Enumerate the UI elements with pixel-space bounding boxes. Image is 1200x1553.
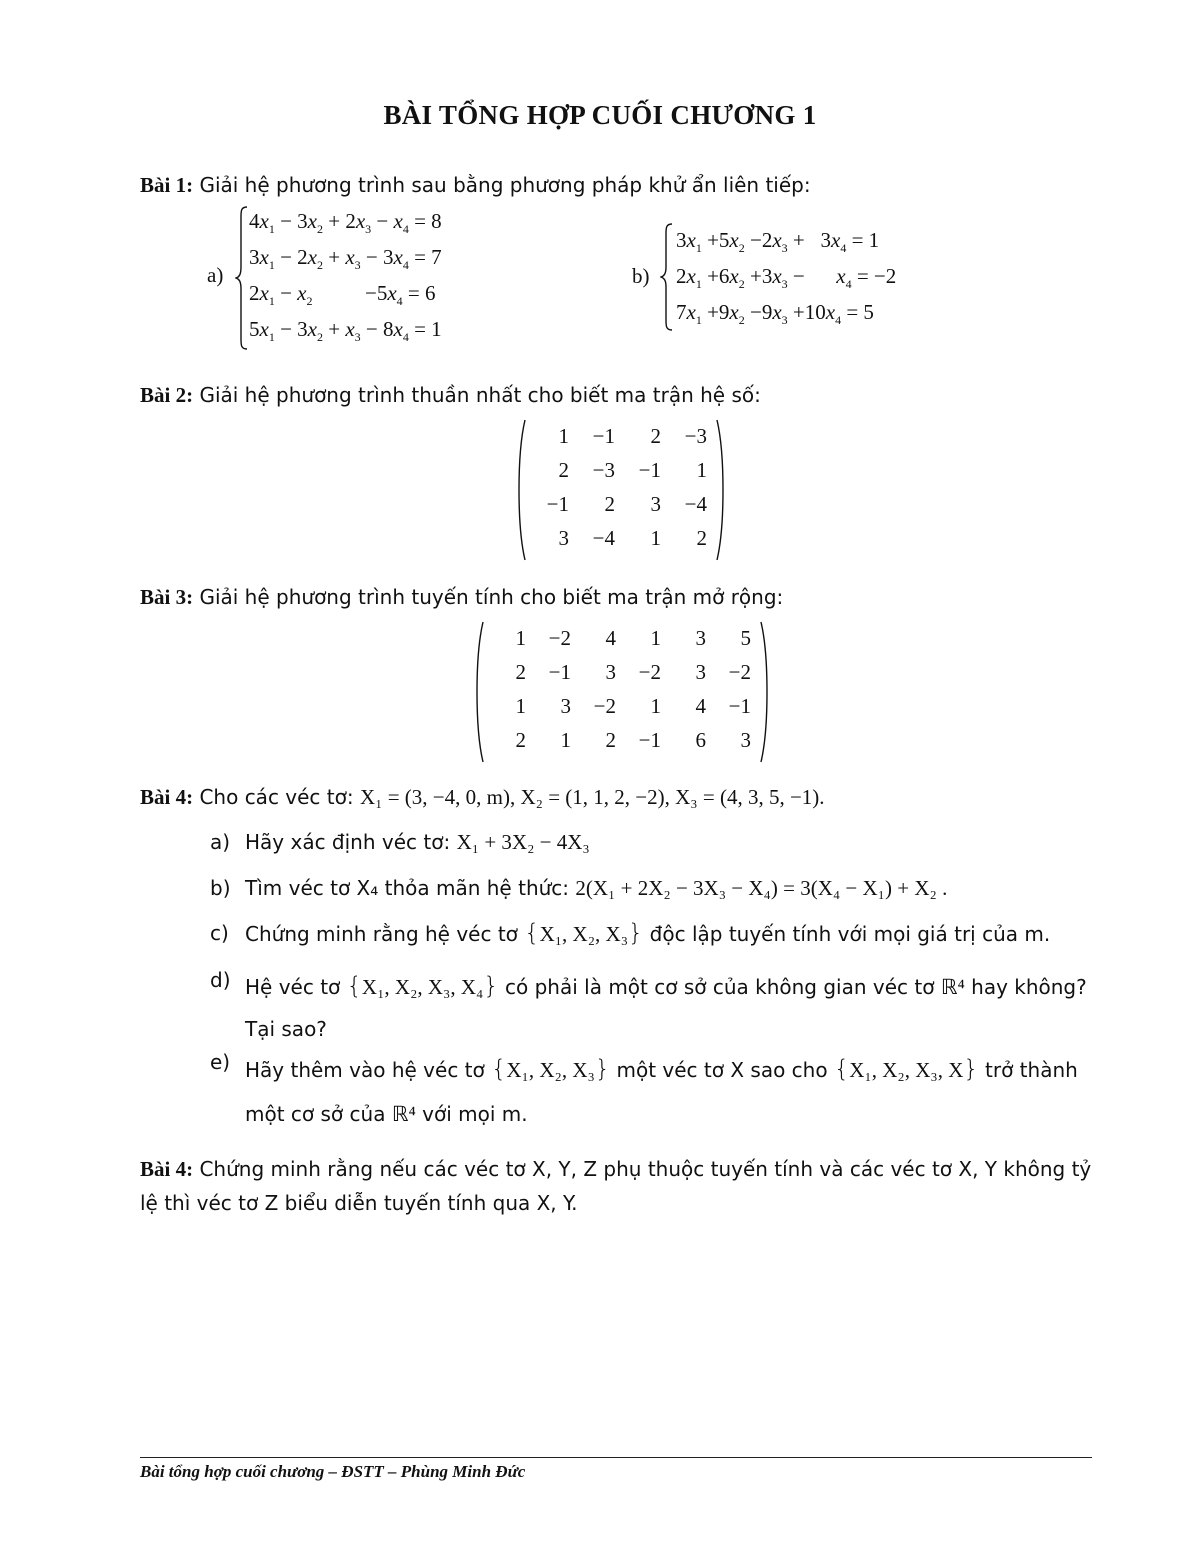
item-d-line2: Tại sao? [245,1017,327,1041]
matrix-cell: −2 [728,660,751,684]
system-b-row-1: $3x_1 +5x_2 -2x_3 + 3x_4 = 1$ [676,228,880,255]
matrix-cell: 2 [515,728,526,752]
problem-5 [140,1152,1092,1220]
matrix-cell: −2 [638,660,661,684]
matrix-cell: −2 [593,694,616,718]
system-a-row-3: $2x_1 - x_2$ $-5x_4 = 6$ [249,281,436,308]
matrix-cell: 3 [695,626,706,650]
matrix-cell: −4 [592,526,615,550]
coefficient-matrix [515,418,727,562]
matrix-cell: −4 [684,492,707,516]
item-e-text-after: trở thành [985,1058,1078,1082]
matrix-cell: 1 [558,424,569,448]
system-b-row-2: $2x_1 +6x_2 +3x_3$ − $x_4 = -2$ [676,264,897,291]
item-e-set: X₁, X₂, X₃ [506,1058,595,1082]
matrix-cell: −3 [684,424,707,448]
item-letter: b) [210,876,231,900]
page-title: BÀI TỔNG HỢP CUỐI CHƯƠNG 1 [383,100,817,130]
matrix-cell: 1 [650,694,661,718]
item-e-set2: X₁, X₂, X₃, X [849,1058,964,1082]
item-a-math: X₁ + 3X₂ − 4X₃ [456,830,590,854]
item-b-text: Tìm véc tơ X₄ thỏa mãn hệ thức: [245,876,570,900]
matrix-cell: −3 [592,458,615,482]
left-brace-icon [235,205,249,351]
matrix-cell: 4 [695,694,706,718]
item-c-text-before: Chứng minh rằng hệ véc tơ [245,922,518,946]
system-a-row-2: $3x_1 - 2x_2 + x_3 - 3x_4 = 7$ [249,245,442,272]
item-b-math: 2(X₁ + 2X₂ − 3X₃ − X₄) = 3(X₄ − X₁) + X₂ . [575,876,948,900]
matrix-cell: −1 [548,660,571,684]
matrix-cell: 1 [560,728,571,752]
item-e-text-mid: một véc tơ X sao cho [616,1058,828,1082]
left-curly-brace-icon: { [346,972,362,1000]
matrix-cell: −1 [638,458,661,482]
item-letter: e) [210,1050,231,1074]
matrix-cell: −1 [728,694,751,718]
problem-4-label: Bài 4: [140,785,194,809]
page-footer: Bài tổng hợp cuối chương – ĐSTT – Phùng Minh Đức [140,1462,526,1481]
system-a-row-1: $4x_1 - 3x_2 + 2x_3 - x_4 = 8$ [249,209,442,236]
system-b [632,222,952,337]
matrix-cell: −1 [546,492,569,516]
problem-1-text: Giải hệ phương trình sau bằng phương pháp khử ẩn liên tiếp: [199,173,811,197]
matrix-cell: 3 [695,660,706,684]
system-a [205,205,505,355]
matrix-cell: 2 [605,728,616,752]
item-d-text-end: hay không? [971,975,1087,999]
left-curly-brace-icon: { [491,1055,507,1083]
matrix-cell: −2 [548,626,571,650]
matrix-cell: 3 [605,660,616,684]
problem-4-item-d [210,965,1090,1041]
matrix-cell: 3 [740,728,751,752]
problem-4-item-e [210,1047,1090,1127]
problem-2-text: Giải hệ phương trình thuần nhất cho biết ma trận hệ số: [199,383,761,407]
problem-5-text: Chứng minh rằng nếu các véc tơ X, Y, Z phụ thuộc tuyến tính và các véc tơ X, Y không tỷ lệ thì véc tơ Z biểu diễn tuyến tính qua X, Y. [140,1157,1092,1215]
matrix-cell: 1 [515,626,526,650]
matrix-cell: 6 [695,728,706,752]
item-letter: c) [210,921,229,945]
item-d-set: X₁, X₂, X₃, X₄ [361,975,484,999]
system-b-row-3: $7x_1 +9x_2 -9x_3 +10x_4 = 5$ [676,300,874,327]
problem-1 [140,170,1090,200]
matrix-cell: 3 [558,526,569,550]
matrix-cell: 1 [650,526,661,550]
matrix-cell: 4 [605,626,616,650]
problem-2-label: Bài 2: [140,383,194,407]
matrix-cell: 2 [696,526,707,550]
problem-2 [140,380,1090,410]
augmented-matrix [473,620,771,764]
system-b-label: b) [632,264,650,288]
problem-4 [140,782,1090,812]
right-curly-brace-icon: } [963,1055,979,1083]
problem-4-vectors: X₁ = (3, −4, 0, m), X₂ = (1, 1, 2, −2), X₃ = (4, 3, 5, −1). [359,785,825,809]
matrix-cell: 1 [650,626,661,650]
system-a-label: a) [207,263,224,287]
item-e-line2-before: một cơ sở của [245,1102,386,1126]
problem-3-text: Giải hệ phương trình tuyến tính cho biết ma trận mở rộng: [199,585,784,609]
matrix-cell: 5 [740,626,751,650]
matrix-cell: −1 [638,728,661,752]
left-curly-brace-icon: { [524,919,540,947]
right-curly-brace-icon: } [483,972,499,1000]
item-e-text-before: Hãy thêm vào hệ véc tơ [245,1058,485,1082]
matrix-cell: 2 [558,458,569,482]
real-space-symbol: ℝ⁴ [391,1102,416,1126]
matrix-cell: 1 [696,458,707,482]
item-a-text: Hãy xác định véc tơ: [245,830,451,854]
matrix-cell: 1 [515,694,526,718]
footer-divider [140,1457,1092,1458]
matrix-cell: 3 [650,492,661,516]
right-curly-brace-icon: } [594,1055,611,1083]
item-d-text-before: Hệ véc tơ [245,975,341,999]
right-curly-brace-icon: } [628,919,644,947]
left-brace-icon [660,222,674,332]
matrix-cell: 2 [604,492,615,516]
item-e-line2-after: với mọi m. [422,1102,528,1126]
matrix-cell: 2 [650,424,661,448]
problem-5-label: Bài 4: [140,1157,194,1181]
real-space-symbol: ℝ⁴ [940,975,965,999]
left-curly-brace-icon: { [833,1055,850,1083]
problem-4-text: Cho các véc tơ: [199,785,354,809]
matrix-cell: −1 [592,424,615,448]
item-c-text-after: độc lập tuyến tính với mọi giá trị của m. [649,922,1051,946]
item-d-text-after: có phải là một cơ sở của không gian véc tơ [505,975,935,999]
problem-3-label: Bài 3: [140,585,194,609]
problem-3 [140,582,1090,612]
system-a-row-4: $5x_1 - 3x_2 + x_3 - 8x_4 = 1$ [249,317,442,344]
problem-1-label: Bài 1: [140,173,194,197]
item-c-set: X₁, X₂, X₃ [539,922,629,946]
matrix-cell: 2 [515,660,526,684]
matrix-cell: 3 [560,694,571,718]
item-letter: a) [210,830,231,854]
item-letter: d) [210,968,231,992]
